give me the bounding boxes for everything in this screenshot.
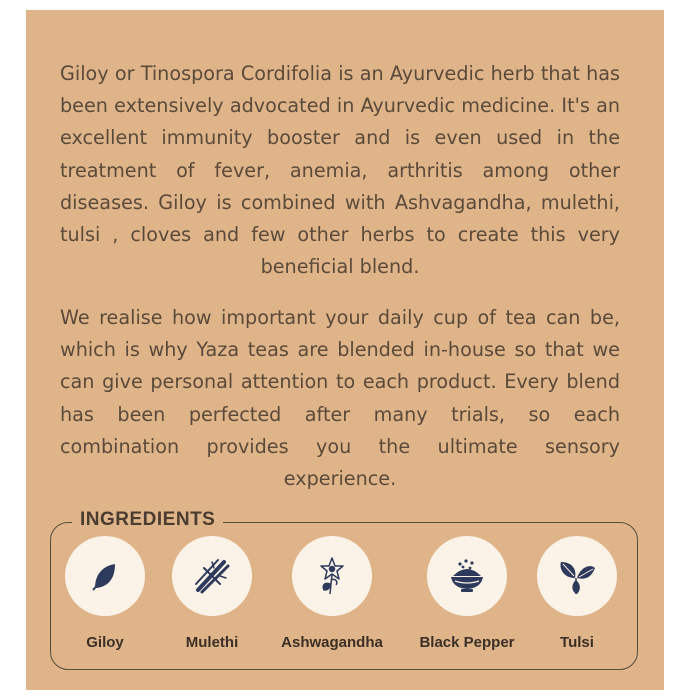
ingredient-icon-circle (65, 536, 145, 616)
ingredient-icon-circle (427, 536, 507, 616)
herb-flower-icon (310, 554, 354, 598)
ingredient-label: Black Pepper (419, 634, 515, 651)
ingredient-icon-circle (172, 536, 252, 616)
tulsi-leaves-icon (555, 554, 599, 598)
sticks-icon (190, 554, 234, 598)
product-description-panel (26, 10, 664, 690)
ingredient-label: Ashwagandha (281, 634, 383, 651)
description-paragraph-1: Giloy or Tinospora Cordifolia is an Ayurvedic herb that has been extensively advocated in Ayurvedic medicine. It's an excellent immunity booster and is even used in the treatment of fever, anemia, arthritis among other diseases. Giloy is combined with Ashvagandha, mulethi, tulsi , cloves and few other herbs to create this very beneficial blend. (60, 62, 620, 279)
leaf-icon (87, 558, 123, 594)
ingredient-icon-circle (292, 536, 372, 616)
ingredient-mulethi (147, 536, 277, 651)
ingredient-tulsi (512, 536, 642, 651)
ingredient-icon-circle (537, 536, 617, 616)
ingredient-label: Mulethi (185, 634, 239, 651)
ingredient-ashwagandha (267, 536, 397, 651)
ingredient-label: Tulsi (560, 634, 594, 651)
description-paragraph-2: We realise how important your daily cup of tea can be, which is why Yaza teas are blended in-house so that we can give personal attention to each product. Every blend has been perfected after many trials, so each combination provides you the ultimate sensory experience. (60, 306, 620, 491)
ingredient-label: Giloy (86, 634, 124, 651)
pepper-bowl-icon (445, 554, 489, 598)
ingredients-title: INGREDIENTS (72, 508, 223, 532)
